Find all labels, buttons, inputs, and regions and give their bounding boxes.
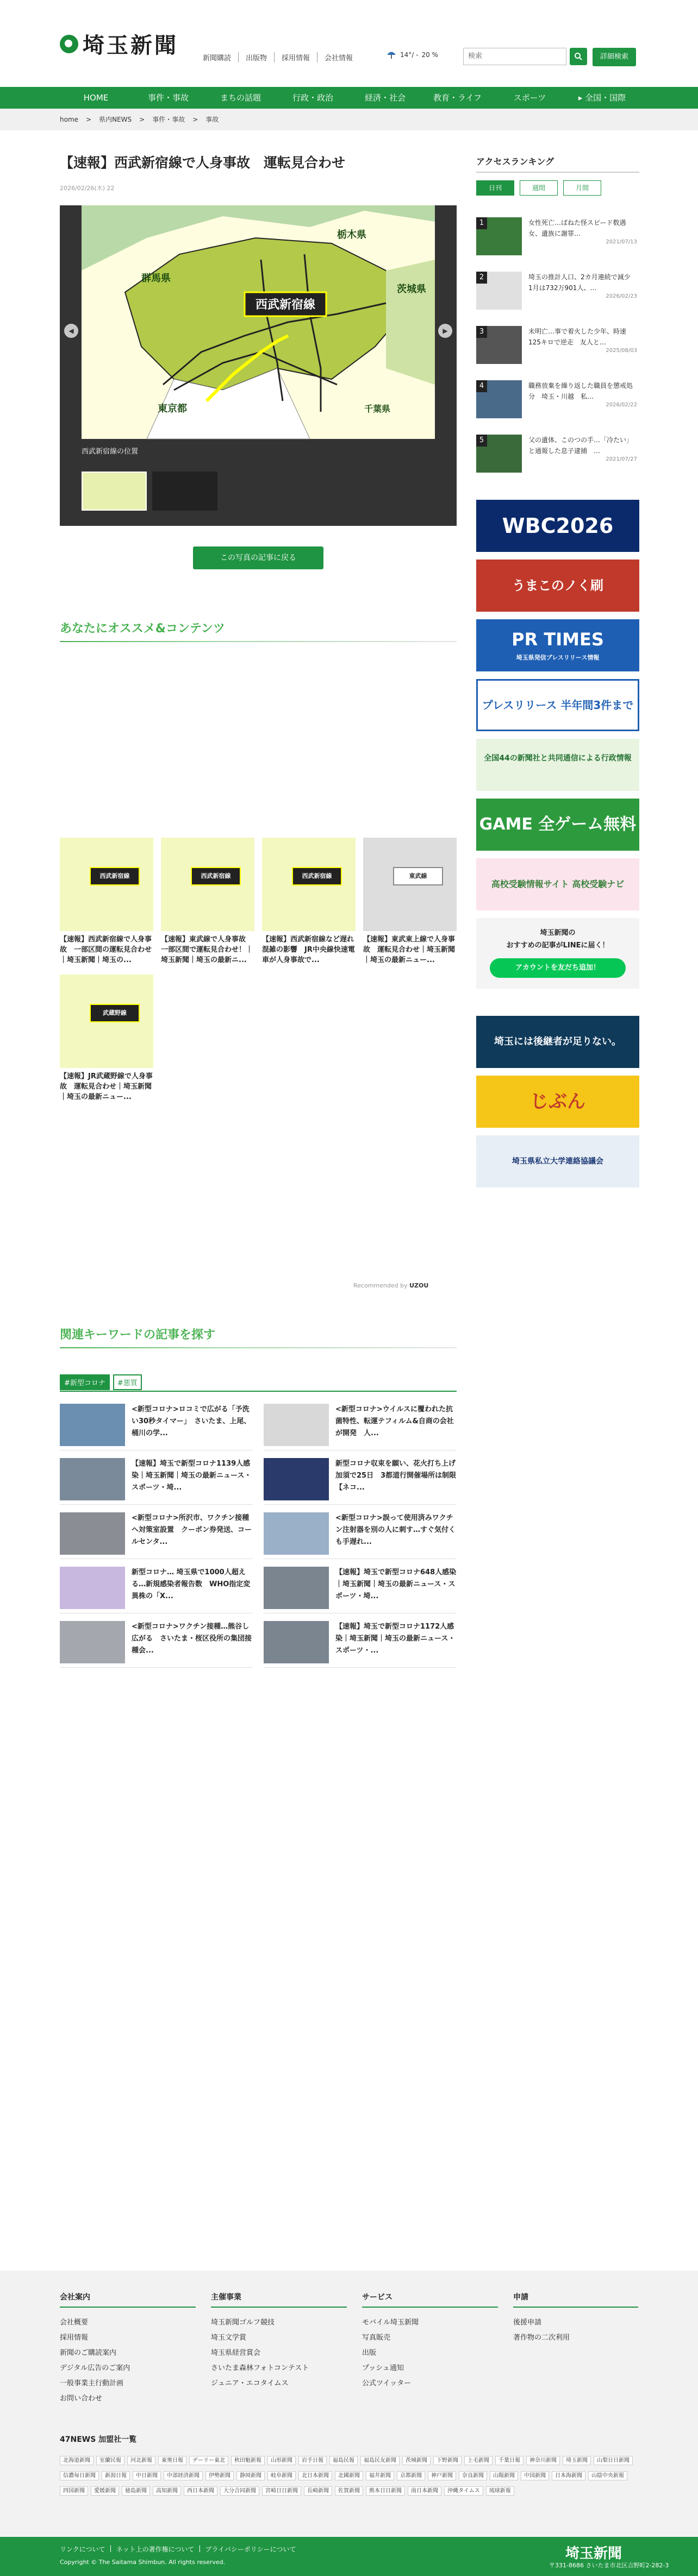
nav-economy[interactable]: 経済・社会 xyxy=(364,93,406,103)
ranking-number: 1 xyxy=(476,217,487,229)
keyword-article-thumbnail xyxy=(264,1512,329,1555)
footer-bar xyxy=(0,2537,698,2576)
keyword-article-title: 【速報】埼玉で新型コロナ648人感染｜埼玉新聞｜埼玉の最新ニュース・スポーツ・埼... xyxy=(335,1568,457,1600)
ranking-tab-daily[interactable]: 日刊 xyxy=(476,180,514,196)
ranking-number: 4 xyxy=(476,380,487,392)
footer-link[interactable]: モバイル埼玉新聞 xyxy=(362,2319,419,2327)
n47-member-link[interactable]: 福島民友新聞 xyxy=(360,2456,400,2465)
n47-member-link[interactable]: 愛媛新聞 xyxy=(91,2486,119,2496)
keyword-article[interactable] xyxy=(264,1565,457,1613)
n47-member-link[interactable]: 神奈川新聞 xyxy=(526,2456,560,2465)
slider-prev-button[interactable]: ◀ xyxy=(64,324,78,338)
recommend-thumbnail xyxy=(161,838,254,931)
breadcrumb-separator: > xyxy=(139,116,145,123)
breadcrumb xyxy=(0,109,698,130)
n47-member-link[interactable]: 千葉日報 xyxy=(495,2456,524,2465)
footer-link[interactable]: 会社概要 xyxy=(60,2319,89,2327)
n47-member-link[interactable]: 西日本新聞 xyxy=(184,2486,217,2496)
n47-member-link[interactable]: 奈良新聞 xyxy=(459,2471,487,2480)
n47-member-link[interactable]: 山形新聞 xyxy=(267,2456,296,2465)
footer-col-title: サービス xyxy=(362,2291,498,2308)
ranking-title: 埼玉の推計人口、2カ月連続で減少 1月は732万901人、… xyxy=(528,273,637,292)
map-illustration xyxy=(82,205,435,439)
keyword-article[interactable] xyxy=(60,1565,253,1613)
recommend-card-title: 【速報】東武東上線で人身事故 運転見合わせ｜埼玉新聞｜埼玉の最新ニュー... xyxy=(363,935,456,964)
footer-link[interactable]: さいたま森林フォトコンテスト xyxy=(211,2364,309,2372)
breadcrumb-home[interactable]: home xyxy=(60,116,79,123)
n47-member-link[interactable]: 山梨日日新聞 xyxy=(594,2456,633,2465)
recommend-divider xyxy=(60,641,457,642)
keyword-article[interactable] xyxy=(60,1619,253,1668)
n47-member-link[interactable]: 神戸新聞 xyxy=(428,2471,456,2480)
search-button[interactable] xyxy=(570,48,587,65)
footer-link[interactable]: 一般事業主行動計画 xyxy=(60,2379,124,2387)
n47-member-link[interactable]: 新潟日報 xyxy=(102,2471,130,2480)
keyword-heading: 関連キーワードの記事を探す xyxy=(60,1328,216,1342)
logo-mark-icon xyxy=(60,35,78,53)
footer-link[interactable]: プッシュ通知 xyxy=(362,2364,404,2372)
game-banner[interactable]: GAME 全ゲーム無料 xyxy=(476,799,639,851)
logo-text: 埼玉新聞 xyxy=(83,33,178,58)
breadcrumb-separator: > xyxy=(86,116,92,123)
keyword-tab-malicious[interactable]: #悪質 xyxy=(113,1374,142,1390)
n47-member-link[interactable]: 中日新聞 xyxy=(133,2471,161,2480)
recommend-thumbnail-label: 東武線 xyxy=(393,867,443,885)
keyword-article-title: 新型コロナ収束を願い、花火打ち上げ 加須で25日 3都道行開催場所は制限【ネコ... xyxy=(335,1460,463,1492)
keyword-article-thumbnail xyxy=(264,1404,329,1446)
ranking-tab-monthly[interactable]: 月間 xyxy=(563,180,601,196)
recommend-thumbnail xyxy=(60,838,153,931)
n47-member-link[interactable]: 大分合同新聞 xyxy=(220,2486,259,2496)
line-banner-title: 埼玉新聞の xyxy=(540,929,576,937)
ranking-thumbnail xyxy=(476,272,522,310)
n47-member-link[interactable]: 徳島新聞 xyxy=(122,2486,150,2496)
top-links xyxy=(196,52,360,62)
n47-member-link[interactable]: 福島民報 xyxy=(329,2456,358,2465)
ranking-item[interactable] xyxy=(476,217,639,261)
recommend-thumbnail-label: 西武新宿線 xyxy=(292,867,342,885)
n47-member-link[interactable]: 高知新聞 xyxy=(153,2486,181,2496)
nav-national[interactable]: ▸ 全国・国際 xyxy=(578,93,626,103)
footer-bar-link[interactable]: ネット上の著作権について xyxy=(116,2546,195,2553)
keyword-article-thumbnail xyxy=(264,1567,329,1609)
site-header xyxy=(0,0,698,87)
ranking-title: 職務放棄を繰り返した職員を懲戒処分 埼玉・川越 私… xyxy=(528,382,633,400)
prtimes-banner-subtitle: 埼玉県発信プレスリリース情報 xyxy=(516,654,600,661)
footer-link[interactable]: 著作物の二次利用 xyxy=(513,2334,570,2342)
footer-link[interactable]: 後援申請 xyxy=(513,2319,542,2327)
ranking-thumbnail xyxy=(476,380,522,418)
keyword-article-thumbnail xyxy=(60,1621,125,1663)
photo-thumbnail[interactable] xyxy=(82,472,147,511)
n47-member-link[interactable]: 長崎新聞 xyxy=(304,2486,332,2496)
n47-member-link[interactable]: 山陽新聞 xyxy=(490,2471,518,2480)
n47-member-link[interactable]: 東奥日報 xyxy=(158,2456,186,2465)
footer-col-title: 申請 xyxy=(513,2291,638,2308)
breadcrumb-incidents[interactable]: 事件・事故 xyxy=(152,116,185,123)
top-link-publications[interactable]: 出版物 xyxy=(238,52,274,62)
ranking-date: 2021/07/27 xyxy=(606,456,637,462)
keyword-article-thumbnail xyxy=(264,1458,329,1500)
ranking-date: 2026/02/23 xyxy=(606,293,637,299)
footer-bar-link[interactable]: プライバシーポリシーについて xyxy=(205,2546,296,2553)
n47-member-link[interactable]: 沖縄タイムス xyxy=(444,2486,483,2496)
global-nav xyxy=(0,87,698,109)
site-logo[interactable] xyxy=(60,28,178,59)
ranking-number: 3 xyxy=(476,326,487,338)
photo-slider xyxy=(60,205,457,526)
footer-col-services xyxy=(362,2291,498,2391)
recommend-card-title: 【速報】東武線で人身事故 一部区間で運転見合わせ！｜埼玉新聞｜埼玉の最新ニ... xyxy=(161,935,253,964)
breadcrumb-separator: > xyxy=(192,116,198,123)
map-chiba-label: 千葉県 xyxy=(364,405,391,414)
keyword-article[interactable] xyxy=(60,1456,253,1505)
shigaku-banner[interactable]: 埼玉県私立大学連絡協議会 xyxy=(476,1135,639,1188)
photo-caption: 西武新宿線の位置 xyxy=(82,448,139,456)
recommend-card-title: 【速報】西武新宿線など遅れ 混雑の影響 JR中央線快速電車が人身事故で... xyxy=(262,935,362,964)
n47-member-link[interactable]: 京都新聞 xyxy=(397,2471,425,2480)
top-link-company[interactable]: 会社情報 xyxy=(317,52,360,62)
map-tokyo-label: 東京都 xyxy=(158,403,187,414)
recommend-card[interactable] xyxy=(60,838,153,967)
recommend-card[interactable] xyxy=(262,838,362,967)
keyword-article-title: 【速報】埼玉で新型コロナ1139人感染｜埼玉新聞｜埼玉の最新ニュース・スポーツ・埼... xyxy=(132,1460,252,1492)
nav-politics[interactable]: 行政・政治 xyxy=(292,93,333,103)
footer-link[interactable]: 出版 xyxy=(362,2349,377,2357)
article-title: 【速報】西武新宿線で人身事故 運転見合わせ xyxy=(60,155,346,171)
ranking-item[interactable] xyxy=(476,326,639,369)
nav-local[interactable]: まちの話題 xyxy=(220,93,261,103)
nav-education[interactable]: 教育・ライフ xyxy=(433,93,482,103)
sidebar xyxy=(476,152,639,1166)
footer-bar-links: リンクについて | ネット上の著作権について | プライバシーポリシーについて xyxy=(60,2544,296,2553)
ranking-item[interactable] xyxy=(476,272,639,315)
ranking-tabs xyxy=(476,180,639,196)
recommend-card-title: 【速報】西武新宿線で人身事故 一部区間の運転見合わせ｜埼玉新聞｜埼玉の... xyxy=(60,935,152,964)
n47-member-link[interactable]: 南日本新聞 xyxy=(408,2486,441,2496)
article-date: 2026/02/26(木) 22 xyxy=(60,185,115,192)
keyword-article-title: 新型コロナ… 埼玉県で1000人超える…新規感染者報告数 WHO指定変異株の「X... xyxy=(132,1568,251,1600)
site-footer xyxy=(0,2271,698,2576)
ranking-number: 2 xyxy=(476,272,487,284)
keyword-article-title: 【速報】埼玉で新型コロナ1172人感染｜埼玉新聞｜埼玉の最新ニュース・スポーツ・... xyxy=(335,1623,456,1655)
ranking-thumbnail xyxy=(476,326,522,364)
keyword-article-title: <新型コロナ>ワクチン接種…熊谷し広がる さいたま・桜区役所の集団接種会... xyxy=(132,1623,252,1655)
recommend-heading: あなたにオススメ&コンテンツ xyxy=(60,622,225,636)
footer-bar-link[interactable]: リンクについて xyxy=(60,2546,105,2553)
main-content xyxy=(60,152,463,1655)
ranking-title: 未明亡…事で着火した少年、時速125キロで逆走 友人と… xyxy=(528,328,627,346)
footer-address: 〒331-8686 さいたま市北区吉野町2-282-3 xyxy=(549,2562,669,2569)
n47-member-link[interactable]: 中部経済新聞 xyxy=(164,2471,203,2480)
recommend-card-title: 【速報】JR武蔵野線で人身事故 運転見合わせ｜埼玉新聞｜埼玉の最新ニュー... xyxy=(60,1072,153,1101)
line-banner[interactable] xyxy=(476,918,639,989)
breadcrumb-local-news[interactable]: 県内NEWS xyxy=(99,116,132,123)
n47-member-link[interactable]: 熊本日日新聞 xyxy=(366,2486,405,2496)
search-input[interactable]: 検索 xyxy=(463,48,566,65)
map-ibaraki-label: 茨城県 xyxy=(397,284,426,294)
n47-member-link[interactable]: 琉球新報 xyxy=(486,2486,514,2496)
recommended-by-text: Recommended by xyxy=(353,1282,408,1289)
footer-link[interactable]: 埼玉県経営賞会 xyxy=(211,2349,261,2357)
n47-member-link[interactable]: 佐賀新聞 xyxy=(335,2486,363,2496)
footer-link[interactable]: ジュニア・エコタイムス xyxy=(211,2379,289,2387)
ranking-number: 5 xyxy=(476,435,487,447)
keyword-article-thumbnail xyxy=(60,1512,125,1555)
press-release-banner[interactable]: プレスリリース 半年間3件まで xyxy=(476,679,639,731)
recommend-thumbnail xyxy=(60,975,153,1068)
kotoba-banner[interactable]: うまこのノく刷 xyxy=(476,560,639,612)
ranking-item[interactable] xyxy=(476,435,639,478)
recommend-card[interactable] xyxy=(363,838,457,967)
keyword-article[interactable] xyxy=(264,1510,457,1559)
keyword-article[interactable] xyxy=(60,1402,253,1450)
keyword-article-thumbnail xyxy=(60,1567,125,1609)
n47-member-link[interactable]: 山陰中央新報 xyxy=(588,2471,627,2480)
ranking-tab-weekly[interactable]: 週間 xyxy=(520,180,558,196)
nav-sports[interactable]: スポーツ xyxy=(513,93,546,103)
weather-temp: 14°/ - xyxy=(400,51,419,59)
keyword-article-thumbnail xyxy=(264,1621,329,1663)
keyword-tabs xyxy=(60,1374,142,1390)
footer-link[interactable]: 採用情報 xyxy=(60,2334,89,2342)
ranking-date: 2025/08/03 xyxy=(606,348,637,354)
ranking-item[interactable] xyxy=(476,380,639,424)
jibun-banner[interactable]: じぶん xyxy=(476,1076,639,1128)
n47-member-link[interactable]: 室蘭民報 xyxy=(96,2456,124,2465)
line-banner-subtitle: おすすめの記事がLINEに届く！ xyxy=(506,941,609,950)
prtimes-banner[interactable] xyxy=(476,619,639,671)
ranking-title: 女性死亡…ばねた怪スピード数遇女、遺族に謝罪… xyxy=(528,219,626,237)
footer-link[interactable]: 新聞のご購読案内 xyxy=(60,2349,117,2357)
n47-member-link[interactable]: 茨城新聞 xyxy=(402,2456,431,2465)
copyright: Copyright © The Saitama Shimbun. All rights reserved. xyxy=(60,2559,226,2566)
ranking-date: 2021/07/13 xyxy=(606,239,637,245)
koukou-navi-banner[interactable]: 高校受験情報サイト 高校受験ナビ xyxy=(476,858,639,910)
n47-member-link[interactable]: 静岡新聞 xyxy=(236,2471,265,2480)
n47-member-link[interactable]: 福井新聞 xyxy=(366,2471,394,2480)
top-link-subscribe[interactable]: 新聞購読 xyxy=(203,54,232,62)
n47-member-link[interactable]: 北日本新聞 xyxy=(298,2471,332,2480)
keyword-article[interactable] xyxy=(264,1619,457,1668)
recommend-card[interactable] xyxy=(161,838,254,967)
prtimes-banner-title: PR TIMES xyxy=(512,629,604,650)
recommend-thumbnail-label: 西武新宿線 xyxy=(191,867,241,885)
top-link-recruit[interactable]: 採用情報 xyxy=(274,52,317,62)
keyword-article-thumbnail xyxy=(60,1404,125,1446)
map-gunma-label: 群馬県 xyxy=(141,273,171,284)
footer-link[interactable]: 埼玉文学賞 xyxy=(211,2334,247,2342)
n47-member-link[interactable]: 日本海新聞 xyxy=(552,2471,585,2480)
map-tochigi-label: 栃木県 xyxy=(337,229,366,240)
n47-member-link[interactable]: 宮崎日日新聞 xyxy=(262,2486,301,2496)
n47-member-link[interactable]: 埼玉新聞 xyxy=(563,2456,591,2465)
recommend-thumbnail xyxy=(262,838,356,931)
recommended-by-label: Recommended by UZOU xyxy=(353,1282,429,1289)
footer-col-company xyxy=(60,2291,196,2407)
nav-incidents[interactable]: 事件・事故 xyxy=(147,93,189,103)
wbc-banner[interactable]: WBC2026 xyxy=(476,500,639,552)
keyword-article-title: <新型コロナ>所沢市、ワクチン接種へ対策室設置 クーポン券発送、コールセンタ... xyxy=(132,1514,252,1546)
ranking-title: 父の遺体、このつの手…「冷たい」と通報した息子逮捕 … xyxy=(528,436,633,455)
keyword-article-title: <新型コロナ>誤って使用済みワクチン注射器を別の人に刺す…すぐ気付くも手遅れ... xyxy=(335,1514,456,1546)
keyword-divider xyxy=(60,1347,457,1348)
n47-member-list xyxy=(60,2453,638,2499)
n47-member-link[interactable]: 上毛新聞 xyxy=(464,2456,493,2465)
ranking-thumbnail xyxy=(476,435,522,473)
keyword-tab-corona[interactable]: #新型コロナ xyxy=(60,1374,110,1390)
n47-member-link[interactable]: 北海道新聞 xyxy=(60,2456,94,2465)
recommend-thumbnail-label: 武蔵野線 xyxy=(90,1004,140,1022)
ranking-heading: アクセスランキング xyxy=(476,152,639,173)
n47-member-link[interactable]: 河北新報 xyxy=(127,2456,155,2465)
map-photo xyxy=(82,205,435,439)
keyword-article-thumbnail xyxy=(60,1458,125,1500)
nav-home[interactable]: HOME xyxy=(83,93,109,103)
footer-col-title: 会社案内 xyxy=(60,2291,196,2308)
n47-member-link[interactable]: 北國新聞 xyxy=(335,2471,363,2480)
n47-member-link[interactable]: 下野新聞 xyxy=(433,2456,462,2465)
n47-member-link[interactable]: 伊勢新聞 xyxy=(205,2471,234,2480)
keyword-tab-underline xyxy=(60,1391,457,1392)
photo-thumbnail[interactable] xyxy=(152,472,217,511)
footer-link[interactable]: デジタル広告のご案内 xyxy=(60,2364,130,2372)
footer-link[interactable]: お問い合わせ xyxy=(60,2395,103,2403)
footer-link[interactable]: 写真販売 xyxy=(362,2334,391,2342)
n47-member-link[interactable]: 中国新聞 xyxy=(521,2471,549,2480)
n47-member-link[interactable]: 信濃毎日新聞 xyxy=(60,2471,99,2480)
keyword-article-title: <新型コロナ>ウイルスに覆われた抗菌特性、転運テフィルム&自商の会社が開発 人... xyxy=(335,1405,454,1437)
recommend-card[interactable] xyxy=(60,975,153,1104)
ranking-thumbnail xyxy=(476,217,522,255)
tranbi-banner[interactable]: 埼玉には後継者が足りない。 xyxy=(476,1016,639,1068)
n47-member-link[interactable]: デーリー東北 xyxy=(189,2456,228,2465)
footer-link[interactable]: 埼玉新聞ゴルフ競技 xyxy=(211,2319,275,2327)
keyword-article[interactable] xyxy=(264,1402,457,1450)
keyword-article[interactable] xyxy=(60,1510,253,1559)
footer-col-events xyxy=(211,2291,347,2391)
kyodo-banner[interactable]: 全国44の新聞社と共同通信による行政情報 xyxy=(476,739,639,791)
map-line-label: 西武新宿線 xyxy=(255,298,316,311)
search-icon xyxy=(574,52,583,61)
back-to-article-button[interactable]: この写真の記事に戻る xyxy=(193,546,323,569)
ranking-date: 2026/02/22 xyxy=(606,402,637,408)
n47-member-link[interactable]: 四国新聞 xyxy=(60,2486,88,2496)
n47-member-link[interactable]: 秋田魁新報 xyxy=(231,2456,265,2465)
weather-widget[interactable] xyxy=(386,50,438,60)
n47-heading: 47NEWS 加盟社一覧 xyxy=(60,2435,137,2444)
footer-col-applications xyxy=(513,2291,638,2346)
recommend-thumbnail-label: 西武新宿線 xyxy=(90,867,140,885)
advanced-search-button[interactable]: 詳細検索 xyxy=(593,48,636,66)
breadcrumb-accident: 事故 xyxy=(205,116,219,123)
slider-next-button[interactable]: ▶ xyxy=(438,324,452,338)
weather-precip: 20 % xyxy=(421,51,438,59)
keyword-article[interactable] xyxy=(264,1456,463,1505)
umbrella-icon xyxy=(386,50,397,60)
n47-member-link[interactable]: 岐阜新聞 xyxy=(267,2471,296,2480)
footer-link[interactable]: 公式ツイッター xyxy=(362,2379,412,2387)
footer-logo[interactable]: 埼玉新聞 xyxy=(565,2546,622,2562)
line-add-friend-button[interactable]: アカウントを友だち追加！ xyxy=(490,958,626,978)
footer-col-title: 主催事業 xyxy=(211,2291,347,2308)
recommend-thumbnail xyxy=(363,838,457,931)
keyword-article-title: <新型コロナ>ロコミで広がる「予洗い30秒タイマー」 さいたま、上尾、桶川の学... xyxy=(132,1405,251,1437)
n47-member-link[interactable]: 岩手日報 xyxy=(298,2456,327,2465)
